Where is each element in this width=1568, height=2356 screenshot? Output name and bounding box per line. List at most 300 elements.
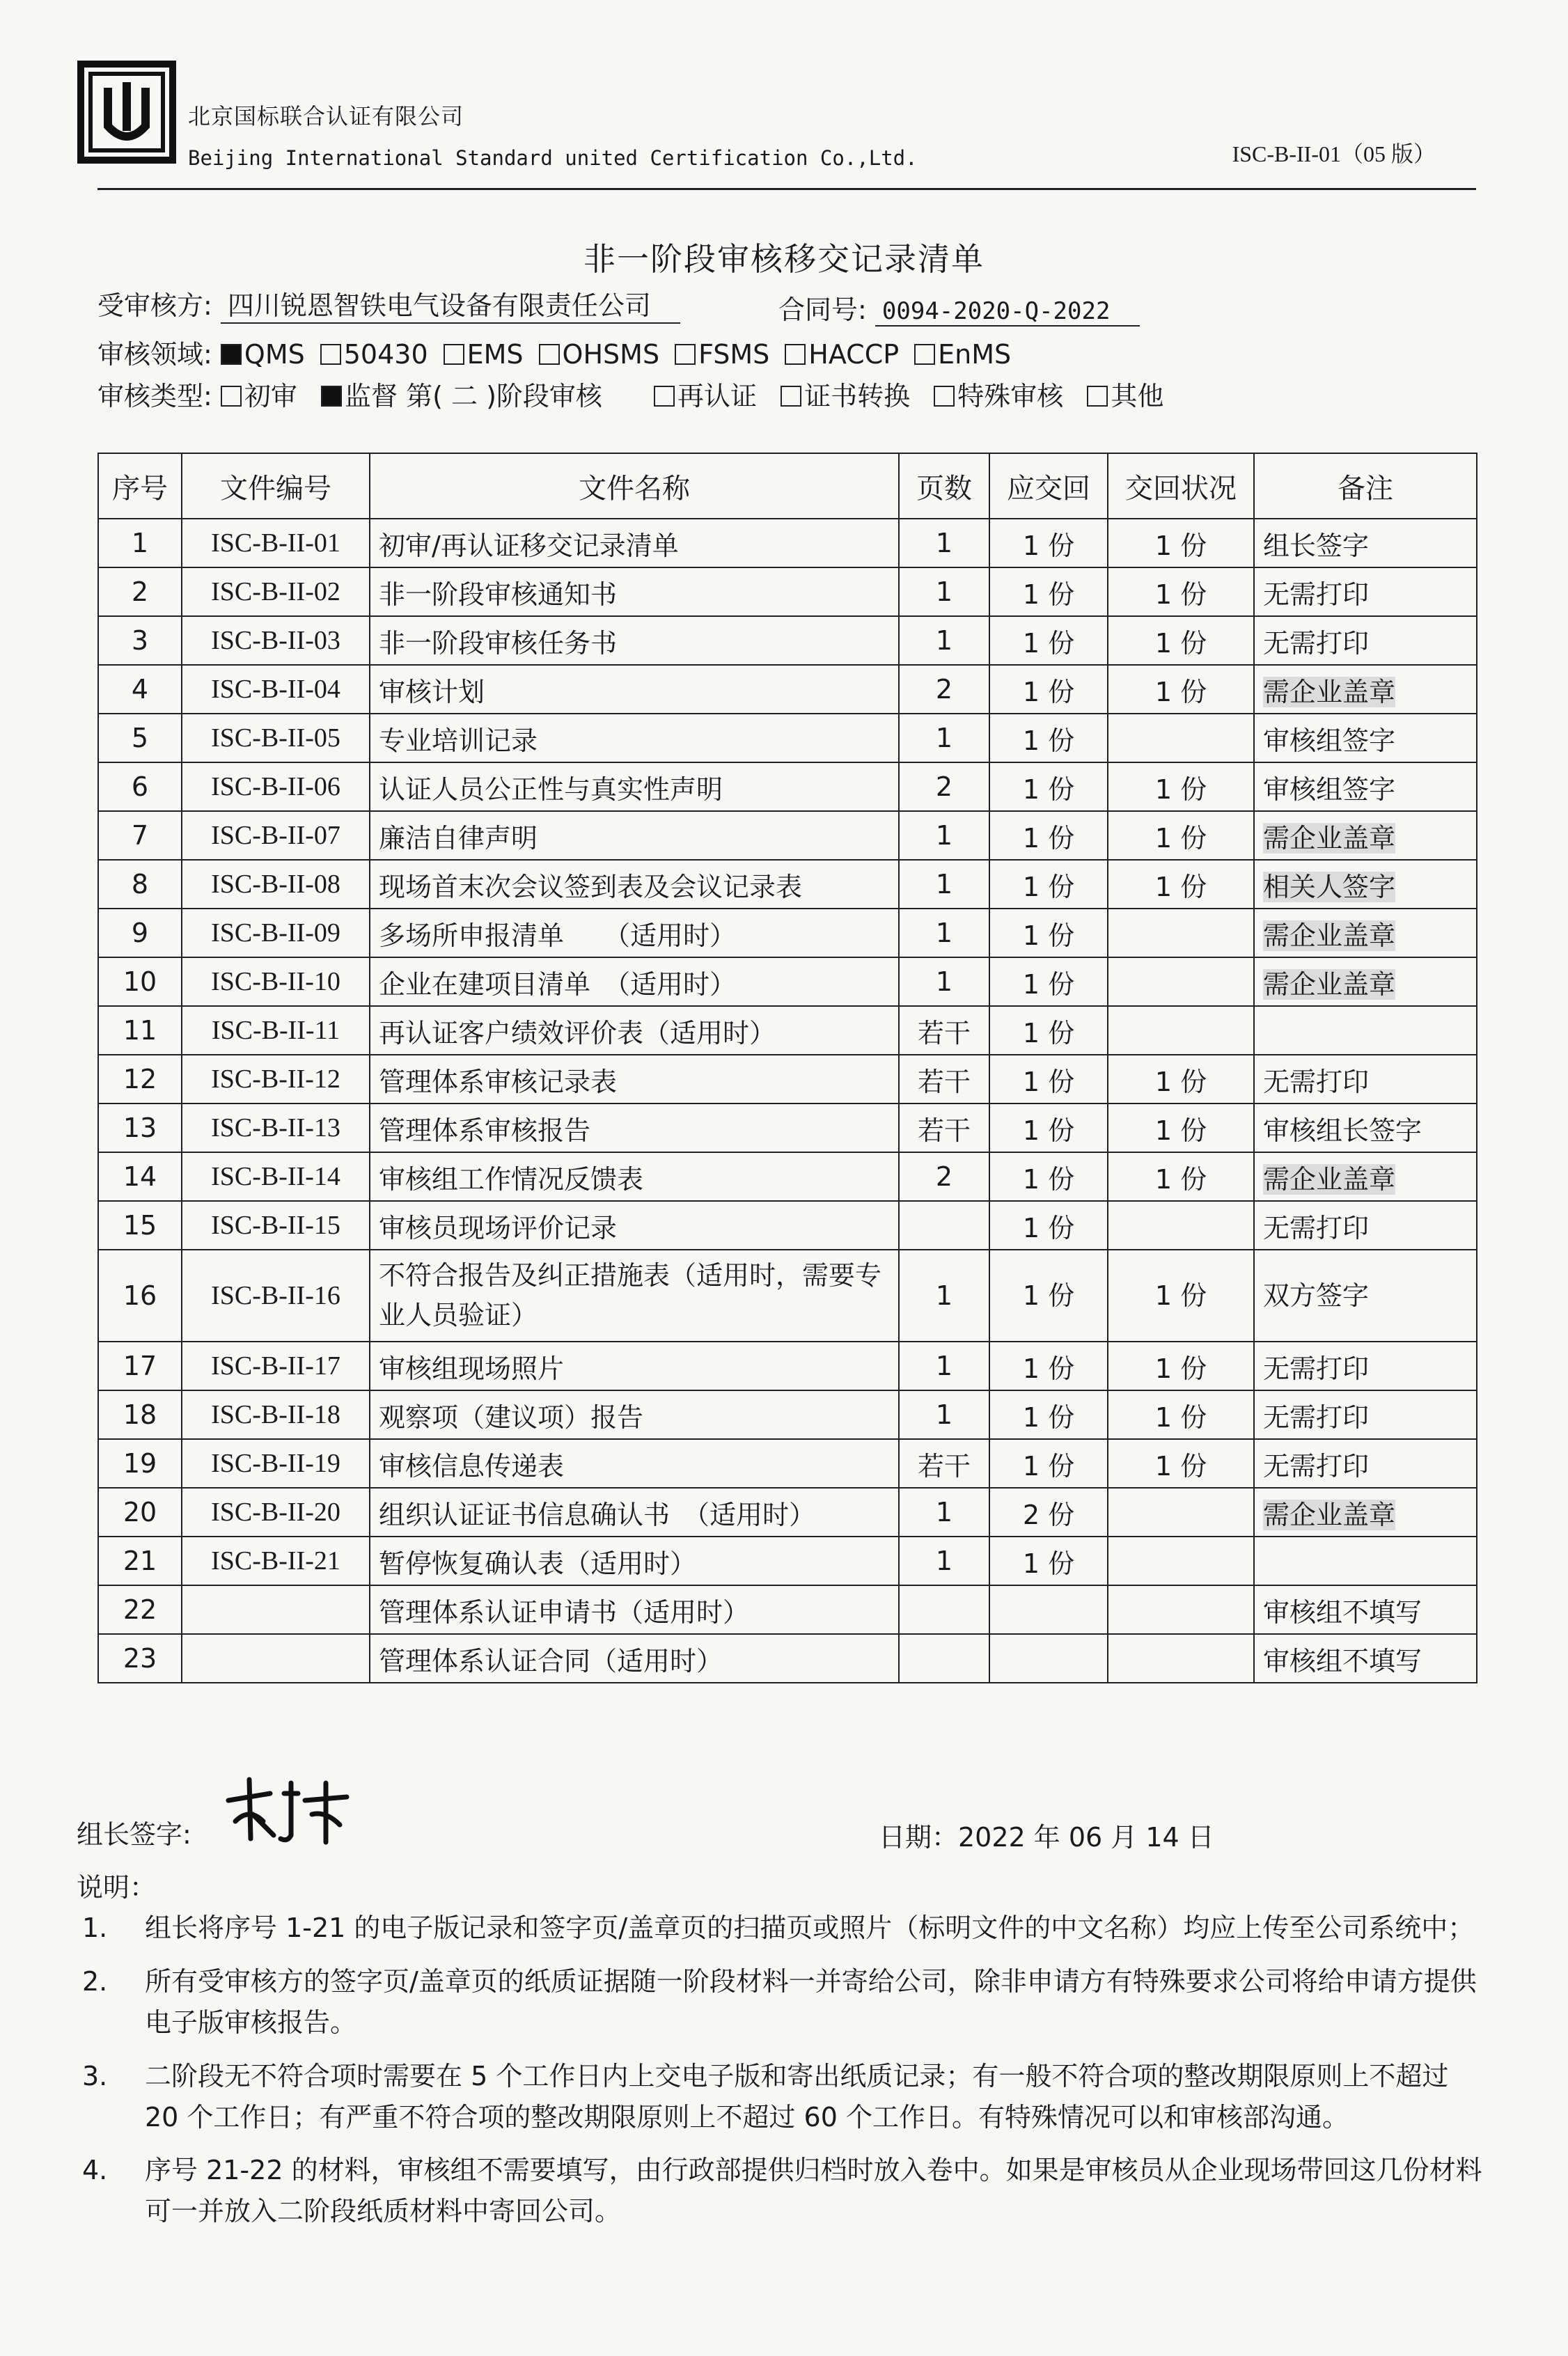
cell-no-text: 18 (123, 1399, 157, 1430)
cell-due-text: 1 份 (1022, 676, 1075, 707)
cell-pages-text: 1 (935, 528, 953, 558)
cell-no (98, 714, 182, 762)
domain-option-label: EMS (467, 339, 524, 370)
table-row (98, 1390, 1477, 1439)
cell-code (182, 957, 370, 1006)
checkbox-enms[interactable] (914, 344, 935, 365)
cell-no (98, 1250, 182, 1342)
table-row (98, 909, 1477, 957)
cell-due (989, 1488, 1108, 1537)
domain-option-label: EnMS (938, 339, 1012, 370)
cell-no-text: 15 (123, 1210, 157, 1241)
cell-no (98, 1439, 182, 1488)
cell-returned (1108, 665, 1254, 714)
cell-code (182, 714, 370, 762)
checkbox-initial[interactable] (221, 386, 242, 407)
cell-name (370, 1104, 899, 1152)
cell-name-text: 不符合报告及纠正措施表（适用时，需要专业人员验证） (379, 1260, 882, 1330)
cell-note-text: 需企业盖章 (1263, 1163, 1396, 1195)
cell-name (370, 1055, 899, 1104)
cell-name-text: 现场首末次会议签到表及会议记录表 (379, 871, 803, 902)
cell-note (1254, 811, 1477, 860)
cell-returned (1108, 1152, 1254, 1201)
cell-due (989, 714, 1108, 762)
checkbox-special[interactable] (934, 386, 955, 407)
cell-no-text: 9 (131, 918, 149, 948)
cell-returned (1108, 860, 1254, 909)
cell-name (370, 909, 899, 957)
cell-pages (899, 1390, 989, 1439)
cell-pages (899, 811, 989, 860)
header-code: 文件编号 (182, 453, 370, 519)
domain-option (675, 339, 769, 370)
cell-due-text: 2 份 (1022, 1499, 1075, 1530)
domain-option-label: OHSMS (562, 339, 660, 370)
cell-pages-text: 1 (935, 820, 953, 851)
cell-due (989, 1634, 1108, 1683)
cell-note (1254, 616, 1477, 665)
cell-due-text: 1 份 (1022, 579, 1075, 610)
cell-due-text: 1 份 (1022, 1017, 1075, 1049)
cell-note-text: 无需打印 (1263, 579, 1370, 610)
cell-note (1254, 1439, 1477, 1488)
cell-due (989, 909, 1108, 957)
table-row (98, 1104, 1477, 1152)
domain-line (97, 333, 1026, 371)
cell-code-text: ISC-B-II-04 (211, 675, 340, 704)
cell-no (98, 1201, 182, 1250)
cell-code-text: ISC-B-II-02 (211, 577, 340, 606)
cell-no-text: 2 (131, 576, 149, 607)
cell-code (182, 1201, 370, 1250)
checkbox-supervision[interactable] (321, 386, 342, 407)
cell-code-text: ISC-B-II-11 (211, 1016, 340, 1045)
cell-code-text: ISC-B-II-05 (211, 723, 340, 753)
cell-note (1254, 860, 1477, 909)
table-row (98, 1537, 1477, 1585)
table-row (98, 1488, 1477, 1537)
cell-due-text: 1 份 (1022, 1450, 1075, 1482)
cell-pages (899, 616, 989, 665)
header-divider (97, 188, 1476, 190)
cell-returned (1108, 1537, 1254, 1585)
cell-no (98, 957, 182, 1006)
note-number: 4. (82, 2155, 108, 2186)
cell-returned (1108, 957, 1254, 1006)
cell-note (1254, 1201, 1477, 1250)
cell-due-text: 1 份 (1022, 1353, 1075, 1384)
cell-pages-text: 2 (935, 771, 953, 802)
cell-name-text: 认证人员公正性与真实性声明 (379, 773, 723, 805)
domain-label: 审核领域: (97, 339, 212, 370)
cell-due (989, 811, 1108, 860)
cell-due-text: 1 份 (1022, 627, 1075, 659)
cell-pages-text: 1 (935, 918, 953, 948)
checkbox-other[interactable] (1087, 386, 1108, 407)
domain-option (785, 339, 899, 370)
cell-name (370, 1634, 899, 1683)
cell-note-text: 相关人签字 (1263, 871, 1396, 902)
cell-pages (899, 1537, 989, 1585)
cell-pages (899, 519, 989, 567)
cell-pages (899, 909, 989, 957)
cell-due (989, 957, 1108, 1006)
table-row (98, 1585, 1477, 1634)
cell-code (182, 1585, 370, 1634)
cell-note (1254, 1634, 1477, 1683)
checkbox-qms[interactable] (221, 344, 242, 365)
sign-date: 日期：2022 年 06 月 14 日 (879, 1822, 1214, 1853)
cell-code-text: ISC-B-II-18 (211, 1400, 340, 1429)
cell-name (370, 519, 899, 567)
domain-option-label: 50430 (343, 339, 428, 370)
cell-pages-text: 1 (935, 869, 953, 900)
contract-label: 合同号: (778, 294, 867, 325)
cell-name (370, 1006, 899, 1055)
cell-returned (1108, 1634, 1254, 1683)
cell-returned (1108, 1201, 1254, 1250)
client-value: 四川锐恩智铁电气设备有限责任公司 (221, 284, 680, 324)
cell-no (98, 1055, 182, 1104)
cell-name-text: 管理体系认证合同（适用时） (379, 1645, 723, 1676)
table-row (98, 1201, 1477, 1250)
cell-note (1254, 1390, 1477, 1439)
cell-no-text: 4 (131, 674, 149, 705)
company-name-en: Beijing International Standard united Certification Co.,Ltd. (188, 146, 918, 170)
header-no: 序号 (98, 453, 182, 519)
cell-code-text: ISC-B-II-21 (211, 1546, 340, 1576)
cell-code (182, 1006, 370, 1055)
cell-returned-text: 1 份 (1154, 1401, 1207, 1433)
cell-name (370, 1250, 899, 1342)
type-transfer: 证书转换 (804, 381, 911, 411)
cell-no-text: 17 (123, 1351, 157, 1381)
cell-returned (1108, 1390, 1254, 1439)
type-supervision: 监督 第( 二 )阶段审核 (345, 381, 602, 411)
cell-note (1254, 567, 1477, 616)
cell-name (370, 762, 899, 811)
cell-no-text: 11 (123, 1015, 157, 1046)
cell-pages (899, 1439, 989, 1488)
contract-line (778, 288, 1140, 327)
header-returned: 交回状况 (1108, 453, 1254, 519)
cell-returned-text: 1 份 (1154, 530, 1207, 561)
cell-no (98, 1104, 182, 1152)
type-initial: 初审 (244, 381, 297, 411)
cell-code (182, 567, 370, 616)
type-special: 特殊审核 (957, 381, 1064, 411)
cell-due (989, 1537, 1108, 1585)
table-header-row (98, 453, 1477, 519)
cell-code-text: ISC-B-II-06 (211, 772, 340, 801)
leader-signature (221, 1773, 354, 1849)
cell-note-text: 双方签字 (1263, 1280, 1370, 1311)
checkbox-haccp[interactable] (785, 344, 806, 365)
table-row (98, 811, 1477, 860)
cell-note (1254, 1250, 1477, 1342)
cell-name-text: 再认证客户绩效评价表（适用时） (379, 1017, 776, 1049)
cell-code (182, 1537, 370, 1585)
cell-note (1254, 1488, 1477, 1537)
cell-code-text: ISC-B-II-20 (211, 1498, 340, 1527)
cell-name (370, 1342, 899, 1390)
cell-no (98, 762, 182, 811)
cell-pages (899, 665, 989, 714)
cell-due-text: 1 份 (1022, 1212, 1075, 1243)
note-text: 所有受审核方的签字页/盖章页的纸质证据随一阶段材料一并寄给公司，除非申请方有特殊要求公司将给申请方提供电子版审核报告。 (145, 1965, 1477, 2038)
cell-returned-text: 1 份 (1154, 1115, 1207, 1146)
cell-returned (1108, 567, 1254, 616)
cell-name-text: 审核组工作情况反馈表 (379, 1163, 644, 1195)
table-row (98, 957, 1477, 1006)
cell-returned (1108, 1488, 1254, 1537)
domain-option-label: QMS (244, 339, 305, 370)
cell-due (989, 1439, 1108, 1488)
cell-no (98, 909, 182, 957)
cell-pages (899, 860, 989, 909)
cell-returned (1108, 1055, 1254, 1104)
cell-due-text: 1 份 (1022, 773, 1075, 805)
cell-code (182, 1342, 370, 1390)
cell-pages-text: 2 (935, 1161, 953, 1192)
cell-pages (899, 1634, 989, 1683)
note-text: 序号 21-22 的材料，审核组不需要填写，由行政部提供归档时放入卷中。如果是审核员从企业现场带回这几份材料可一并放入二阶段纸质材料中寄回公司。 (145, 2155, 1482, 2227)
table-row (98, 1439, 1477, 1488)
table-row (98, 860, 1477, 909)
cell-name (370, 811, 899, 860)
cell-note-text: 无需打印 (1263, 627, 1370, 659)
cell-note-text: 无需打印 (1263, 1353, 1370, 1384)
cell-due (989, 860, 1108, 909)
cell-due (989, 567, 1108, 616)
cell-note (1254, 1537, 1477, 1585)
cell-code (182, 811, 370, 860)
cell-name (370, 567, 899, 616)
cell-code-text: ISC-B-II-16 (211, 1280, 340, 1310)
cell-name (370, 957, 899, 1006)
cell-code-text: ISC-B-II-15 (211, 1211, 340, 1240)
cell-due (989, 1055, 1108, 1104)
cell-no-text: 19 (123, 1448, 157, 1479)
cell-name-text: 组织认证证书信息确认书 （适用时） (379, 1499, 816, 1530)
cell-name (370, 714, 899, 762)
note-item (77, 1908, 1490, 1949)
table-row (98, 567, 1477, 616)
cell-note-text: 需企业盖章 (1263, 920, 1396, 951)
domain-option-label: FSMS (698, 339, 770, 370)
cell-due-text: 1 份 (1022, 822, 1075, 854)
cell-name (370, 1201, 899, 1250)
cell-note (1254, 957, 1477, 1006)
checkbox-ems[interactable] (444, 344, 464, 365)
cell-code (182, 1152, 370, 1201)
checkbox-fsms[interactable] (675, 344, 696, 365)
cell-returned-text: 1 份 (1154, 1450, 1207, 1482)
client-line (97, 284, 680, 324)
cell-no-text: 5 (131, 723, 149, 753)
cell-returned-text: 1 份 (1154, 1280, 1207, 1311)
table-row (98, 665, 1477, 714)
cell-returned (1108, 1342, 1254, 1390)
cell-code-text: ISC-B-II-17 (211, 1351, 340, 1381)
cell-pages-text: 1 (935, 1351, 953, 1381)
table-row (98, 1055, 1477, 1104)
cell-due (989, 1006, 1108, 1055)
cell-returned (1108, 1585, 1254, 1634)
cell-code-text: ISC-B-II-09 (211, 918, 340, 948)
cell-note-text: 无需打印 (1263, 1450, 1370, 1482)
cell-note-text: 审核组签字 (1263, 773, 1396, 805)
cell-returned-text: 1 份 (1154, 676, 1207, 707)
table-row (98, 1342, 1477, 1390)
table-row (98, 1634, 1477, 1683)
cell-pages-text: 若干 (917, 1115, 971, 1146)
cell-name (370, 1439, 899, 1488)
cell-returned (1108, 1439, 1254, 1488)
document-code: ISC-B-II-01（05 版） (1232, 141, 1436, 166)
cell-note (1254, 519, 1477, 567)
contract-value: 0094-2020-Q-2022 (875, 297, 1140, 327)
cell-note-text: 需企业盖章 (1263, 968, 1396, 1000)
cell-code-text: ISC-B-II-12 (211, 1065, 340, 1094)
type-line (97, 375, 1179, 413)
cell-name (370, 1152, 899, 1201)
cell-note (1254, 1055, 1477, 1104)
cell-due (989, 519, 1108, 567)
checkbox-ohsms[interactable] (539, 344, 560, 365)
cell-note-text: 无需打印 (1263, 1212, 1370, 1243)
cell-name (370, 1537, 899, 1585)
cell-pages (899, 957, 989, 1006)
checkbox-transfer[interactable] (781, 386, 801, 407)
cell-no-text: 13 (123, 1113, 157, 1143)
cell-code-text: ISC-B-II-07 (211, 821, 340, 850)
cell-note (1254, 1104, 1477, 1152)
header-pages: 页数 (899, 453, 989, 519)
cell-code (182, 665, 370, 714)
checkbox-recert[interactable] (654, 386, 675, 407)
cell-name-text: 廉洁自律声明 (379, 822, 538, 854)
cell-name-text: 审核计划 (379, 676, 485, 707)
cell-returned-text: 1 份 (1154, 1163, 1207, 1195)
cell-pages (899, 1585, 989, 1634)
table-row (98, 1152, 1477, 1201)
cell-no-text: 14 (123, 1161, 157, 1192)
cell-note-text: 需企业盖章 (1263, 676, 1396, 707)
cell-code-text: ISC-B-II-01 (211, 528, 340, 558)
cell-due (989, 1104, 1108, 1152)
cell-no-text: 6 (131, 771, 149, 802)
cell-no-text: 10 (123, 966, 157, 997)
client-label: 受审核方: (97, 290, 212, 321)
cell-note (1254, 1152, 1477, 1201)
cell-code-text: ISC-B-II-13 (211, 1113, 340, 1142)
cell-due-text: 1 份 (1022, 1066, 1075, 1097)
cell-due-text: 1 份 (1022, 1163, 1075, 1195)
cell-pages-text: 若干 (917, 1450, 971, 1482)
table-row (98, 714, 1477, 762)
cell-pages-text: 1 (935, 1546, 953, 1576)
cell-note (1254, 1006, 1477, 1055)
cell-code (182, 1634, 370, 1683)
cell-no-text: 8 (131, 869, 149, 900)
cell-pages (899, 714, 989, 762)
checkbox-50430[interactable] (320, 344, 341, 365)
note-number: 3. (82, 2060, 108, 2091)
cell-returned (1108, 1250, 1254, 1342)
cell-name-text: 非一阶段审核通知书 (379, 579, 618, 610)
cell-code-text: ISC-B-II-14 (211, 1162, 340, 1191)
cell-no (98, 1537, 182, 1585)
cell-due-text: 1 份 (1022, 1115, 1075, 1146)
cell-no-text: 12 (123, 1064, 157, 1094)
cell-note-text: 无需打印 (1263, 1066, 1370, 1097)
cell-returned-text: 1 份 (1154, 1066, 1207, 1097)
cell-name (370, 860, 899, 909)
type-recert: 再认证 (677, 381, 758, 411)
cell-due (989, 1342, 1108, 1390)
cell-code (182, 1488, 370, 1537)
domain-option (539, 339, 660, 370)
cell-returned-text: 1 份 (1154, 579, 1207, 610)
note-item (77, 1961, 1490, 2043)
table-row (98, 519, 1477, 567)
cell-no (98, 567, 182, 616)
note-text: 组长将序号 1-21 的电子版记录和签字页/盖章页的扫描页或照片（标明文件的中文名称）均应上传至公司系统中； (145, 1913, 1475, 1943)
cell-no-text: 22 (123, 1594, 157, 1625)
cell-name-text: 企业在建项目清单 （适用时） (379, 968, 737, 1000)
handover-table (97, 453, 1477, 1683)
cell-due (989, 616, 1108, 665)
header-name: 文件名称 (370, 453, 899, 519)
type-other: 其他 (1111, 381, 1164, 411)
cell-pages (899, 567, 989, 616)
cell-code-text: ISC-B-II-19 (211, 1449, 340, 1478)
cell-code (182, 1055, 370, 1104)
note-number: 1. (82, 1913, 108, 1943)
cell-code (182, 616, 370, 665)
notes-list (77, 1908, 1490, 2245)
cell-name-text: 初审/再认证移交记录清单 (379, 530, 679, 561)
table-row (98, 1250, 1477, 1342)
header-due: 应交回 (989, 453, 1108, 519)
cell-code (182, 909, 370, 957)
cell-name (370, 1488, 899, 1537)
cell-due-text: 1 份 (1022, 1401, 1075, 1433)
cell-name (370, 1390, 899, 1439)
cell-returned-text: 1 份 (1154, 773, 1207, 805)
cell-note (1254, 909, 1477, 957)
cell-code (182, 519, 370, 567)
table-row (98, 762, 1477, 811)
cell-name-text: 管理体系认证申请书（适用时） (379, 1596, 750, 1628)
cell-pages (899, 1104, 989, 1152)
cell-name-text: 非一阶段审核任务书 (379, 627, 618, 659)
cell-code (182, 1439, 370, 1488)
cell-note-text: 审核组不填写 (1263, 1596, 1422, 1628)
domain-option (320, 339, 428, 370)
cell-pages (899, 1006, 989, 1055)
cell-pages-text: 1 (935, 723, 953, 753)
cell-due (989, 1585, 1108, 1634)
cell-name-text: 审核员现场评价记录 (379, 1212, 618, 1243)
cell-no (98, 1342, 182, 1390)
cell-name (370, 665, 899, 714)
note-text: 二阶段无不符合项时需要在 5 个工作日内上交电子版和寄出纸质记录；有一般不符合项的整改期限原则上不超过 20 个工作日；有严重不符合项的整改期限原则上不超过 60 个工作日。有特殊情况可以和审核部沟通。 (145, 2060, 1449, 2133)
cell-no (98, 665, 182, 714)
cell-returned (1108, 1006, 1254, 1055)
cell-due (989, 1201, 1108, 1250)
